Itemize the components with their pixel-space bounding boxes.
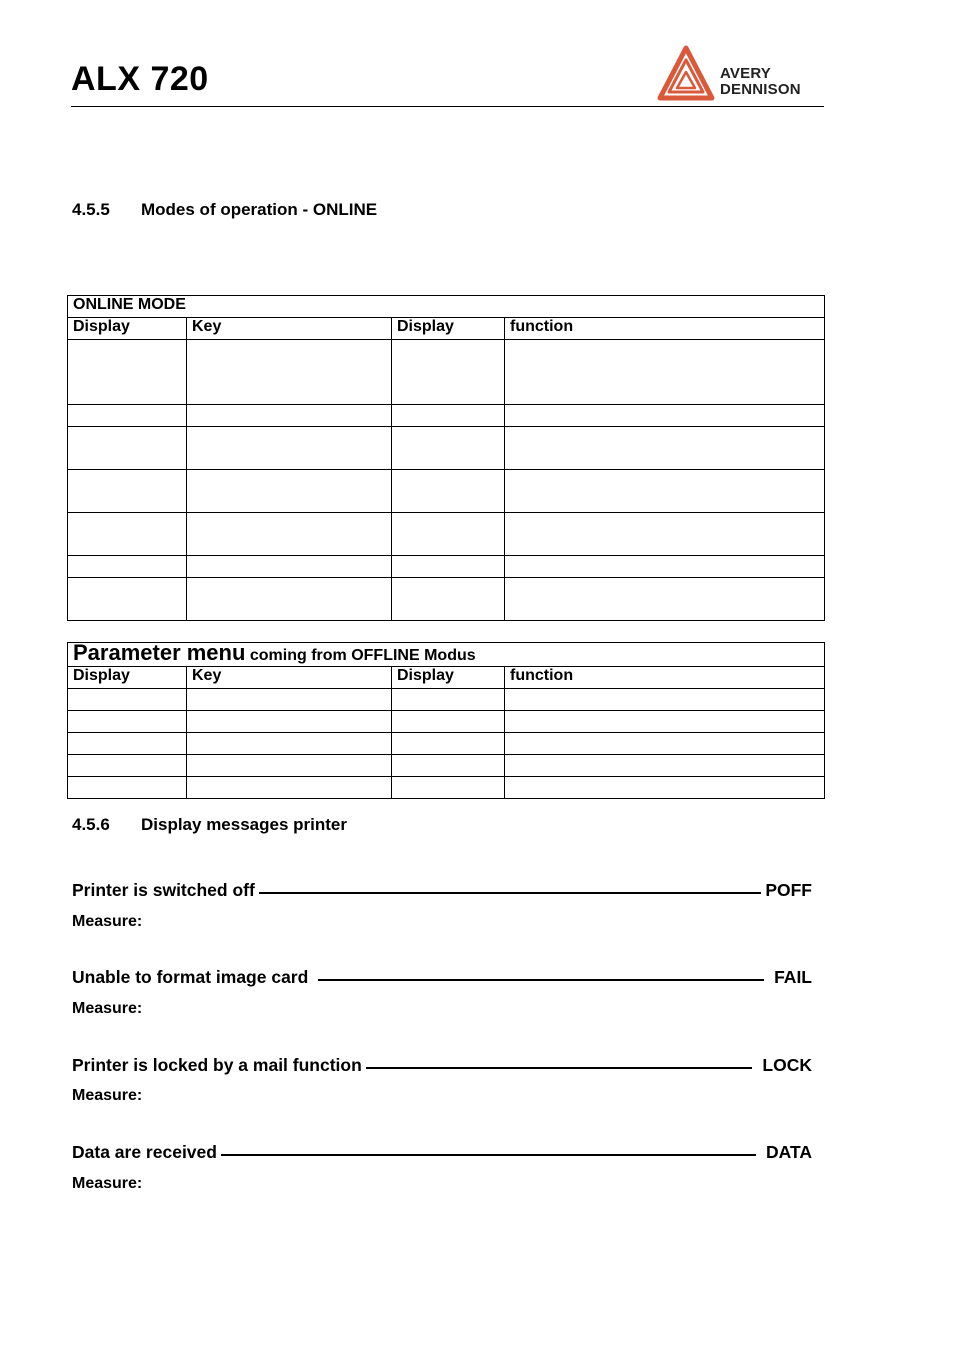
table-cell [505, 556, 825, 578]
leader-line [318, 979, 764, 981]
table-cell [392, 578, 505, 621]
table-row [68, 689, 825, 711]
message-code: POFF [765, 880, 812, 900]
table-cell [187, 427, 392, 470]
online-mode-table [67, 295, 825, 621]
table-row [68, 470, 825, 513]
leader-line [366, 1067, 753, 1069]
table-cell [187, 405, 392, 427]
table-cell [505, 578, 825, 621]
table-cell [68, 689, 187, 711]
table-cell [68, 733, 187, 755]
table-cell [505, 733, 825, 755]
table-cell [68, 755, 187, 777]
table-cell [68, 711, 187, 733]
table-cell [505, 340, 825, 405]
leader-line [221, 1154, 756, 1156]
parameter-table-title [68, 640, 825, 667]
avery-dennison-logo [656, 44, 824, 102]
online-table-title: ONLINE MODE [68, 296, 825, 318]
section-title: Modes of operation - ONLINE [141, 200, 378, 219]
leader-line [259, 892, 762, 894]
table-cell [392, 755, 505, 777]
table-row [68, 427, 825, 470]
message-text: Printer is locked by a mail function [72, 1055, 362, 1075]
document-title: ALX 720 [71, 60, 209, 98]
column-header: Key [187, 667, 392, 689]
section-number: 4.5.5 [72, 200, 110, 219]
section-heading-online [72, 200, 377, 220]
column-header: Key [187, 318, 392, 340]
table-cell [392, 689, 505, 711]
table-row [68, 405, 825, 427]
table-cell [392, 340, 505, 405]
table-row [68, 513, 825, 556]
table-cell [505, 470, 825, 513]
table-cell [187, 578, 392, 621]
table-cell [68, 427, 187, 470]
table-cell [68, 777, 187, 799]
table-cell [505, 427, 825, 470]
table-cell [392, 405, 505, 427]
table-cell [68, 513, 187, 556]
table-cell [505, 405, 825, 427]
logo-text-dennison: DENNISON [720, 81, 801, 98]
table-cell [187, 733, 392, 755]
message-fail [72, 967, 812, 988]
measure-label: Measure: [72, 1000, 143, 1017]
table-cell [68, 578, 187, 621]
table-row [68, 556, 825, 578]
column-header: Display [392, 318, 505, 340]
table-cell [187, 689, 392, 711]
table-row [68, 711, 825, 733]
message-poff [72, 880, 812, 901]
section-heading-display-messages [72, 815, 347, 835]
table-cell [187, 711, 392, 733]
table-cell [187, 556, 392, 578]
table-cell [505, 711, 825, 733]
parameter-title-main: Parameter menu [73, 640, 246, 665]
table-cell [392, 733, 505, 755]
section-title: Display messages printer [141, 815, 347, 834]
table-cell [187, 470, 392, 513]
table-cell [187, 340, 392, 405]
message-lock [72, 1055, 812, 1076]
logo-text-avery: AVERY [720, 65, 772, 82]
message-text: Data are received [72, 1142, 217, 1162]
table-cell [505, 777, 825, 799]
message-text: Printer is switched off [72, 880, 255, 900]
table-cell [392, 556, 505, 578]
message-code: FAIL [774, 967, 812, 987]
message-data [72, 1142, 812, 1163]
column-header: function [505, 667, 825, 689]
table-row [68, 777, 825, 799]
column-header: Display [68, 667, 187, 689]
table-cell [187, 755, 392, 777]
table-cell [392, 427, 505, 470]
table-cell [505, 755, 825, 777]
avery-logo-icon [656, 44, 716, 102]
section-number: 4.5.6 [72, 815, 110, 834]
table-cell [505, 689, 825, 711]
table-cell [68, 340, 187, 405]
column-header: function [505, 318, 825, 340]
table-row [68, 755, 825, 777]
table-cell [392, 513, 505, 556]
message-code: LOCK [762, 1055, 812, 1075]
table-cell [392, 711, 505, 733]
measure-label: Measure: [72, 1087, 143, 1104]
measure-label: Measure: [72, 1175, 143, 1192]
table-row [68, 578, 825, 621]
message-text: Unable to format image card [72, 967, 309, 987]
table-cell [68, 556, 187, 578]
table-cell [187, 777, 392, 799]
table-cell [392, 777, 505, 799]
parameter-title-sub: coming from OFFLINE Modus [249, 647, 476, 664]
measure-label: Measure: [72, 913, 143, 930]
table-row [68, 733, 825, 755]
column-header: Display [392, 667, 505, 689]
table-cell [392, 470, 505, 513]
column-header: Display [68, 318, 187, 340]
table-cell [187, 513, 392, 556]
table-cell [68, 405, 187, 427]
message-code: DATA [765, 1142, 812, 1162]
parameter-menu-table [67, 642, 825, 799]
table-cell [505, 513, 825, 556]
table-row [68, 340, 825, 405]
table-cell [68, 470, 187, 513]
header-divider [71, 106, 824, 107]
